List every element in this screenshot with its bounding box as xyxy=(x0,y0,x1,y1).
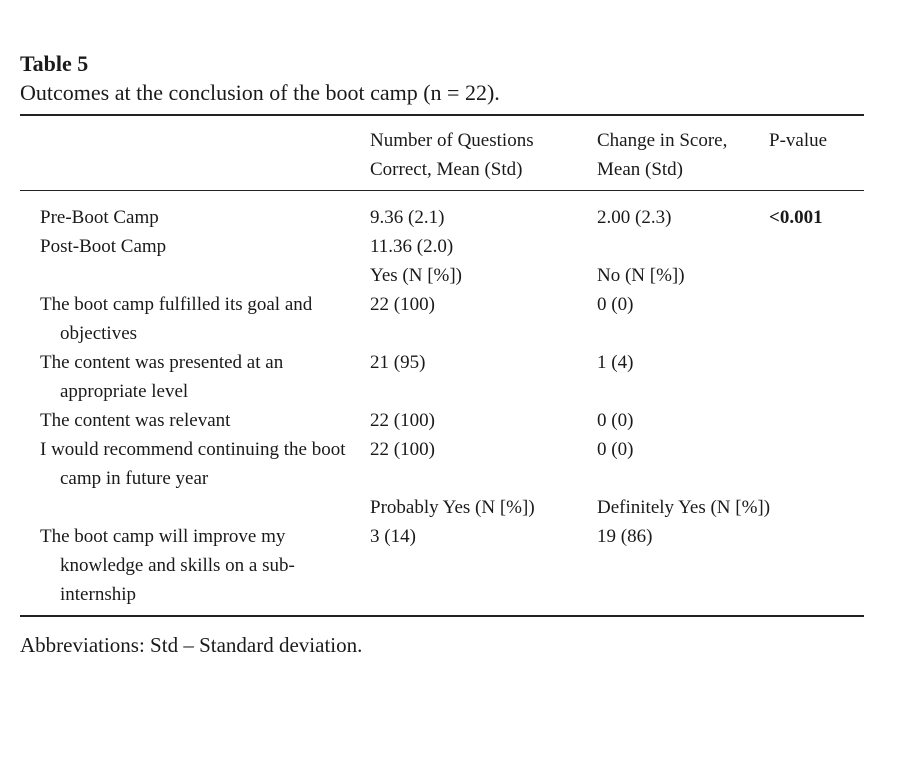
header-change-in-score: Change in Score, Mean (Std) xyxy=(597,130,728,180)
subheader-row xyxy=(20,261,864,290)
p-value-cell xyxy=(769,232,864,261)
cell-value: 2.00 (2.3) xyxy=(597,207,672,228)
cell-value: 0 (0) xyxy=(597,410,634,431)
row-label: The content was relevant xyxy=(40,410,231,431)
table-row xyxy=(20,348,864,406)
subheader-no: No (N [%]) xyxy=(597,265,685,286)
row-label: Post-Boot Camp xyxy=(40,236,167,257)
table-row xyxy=(20,435,864,493)
table-caption: Outcomes at the conclusion of the boot camp (n = 22). xyxy=(20,80,500,105)
subheader-row xyxy=(20,493,864,522)
header-row xyxy=(20,116,864,190)
table-figure xyxy=(20,50,864,659)
table-label: Table 5 xyxy=(20,51,89,76)
row-label: The boot camp fulfilled its goal and objectives xyxy=(40,294,313,344)
row-label: The content was presented at an appropriate level xyxy=(40,352,284,402)
header-p-value: P-value xyxy=(769,130,828,151)
subheader-yes: Yes (N [%]) xyxy=(370,265,463,286)
cell-value: 22 (100) xyxy=(370,410,435,431)
cell-value: 1 (4) xyxy=(597,352,634,373)
cell-value: 11.36 (2.0) xyxy=(370,236,454,257)
p-value-cell xyxy=(769,261,864,290)
subheader-definitely-yes: Definitely Yes (N [%]) xyxy=(597,497,771,518)
row-label: I would recommend continuing the boot camp in future year xyxy=(40,439,346,489)
subheader-probably-yes: Probably Yes (N [%]) xyxy=(370,497,535,518)
table-row xyxy=(20,191,864,232)
table-row xyxy=(20,232,864,261)
cell-value: 0 (0) xyxy=(597,439,634,460)
table-row xyxy=(20,290,864,348)
bottom-rule xyxy=(20,615,864,617)
header-cell-empty xyxy=(20,116,370,190)
cell-value: 22 (100) xyxy=(370,294,435,315)
cell-value: 22 (100) xyxy=(370,439,435,460)
header-questions-correct: Number of Questions Correct, Mean (Std) xyxy=(370,130,534,180)
cell-value: 19 (86) xyxy=(597,526,653,547)
p-value-cell: <0.001 xyxy=(769,207,823,228)
cell-value: 3 (14) xyxy=(370,526,416,547)
table-row xyxy=(20,522,864,615)
row-label: Pre-Boot Camp xyxy=(40,207,159,228)
cell-value: 21 (95) xyxy=(370,352,426,373)
p-value-cell xyxy=(769,522,864,615)
outcomes-table xyxy=(20,116,864,615)
cell-value: 0 (0) xyxy=(597,294,634,315)
table-row xyxy=(20,406,864,435)
p-value-cell xyxy=(769,406,864,435)
table-footnote: Abbreviations: Std – Standard deviation. xyxy=(20,633,363,657)
cell-value: 9.36 (2.1) xyxy=(370,207,445,228)
row-label: The boot camp will improve my knowledge and skills on a sub-internship xyxy=(40,526,295,605)
cell-value xyxy=(597,232,769,261)
p-value-cell xyxy=(769,348,864,406)
p-value-cell xyxy=(769,435,864,493)
p-value-cell xyxy=(769,290,864,348)
